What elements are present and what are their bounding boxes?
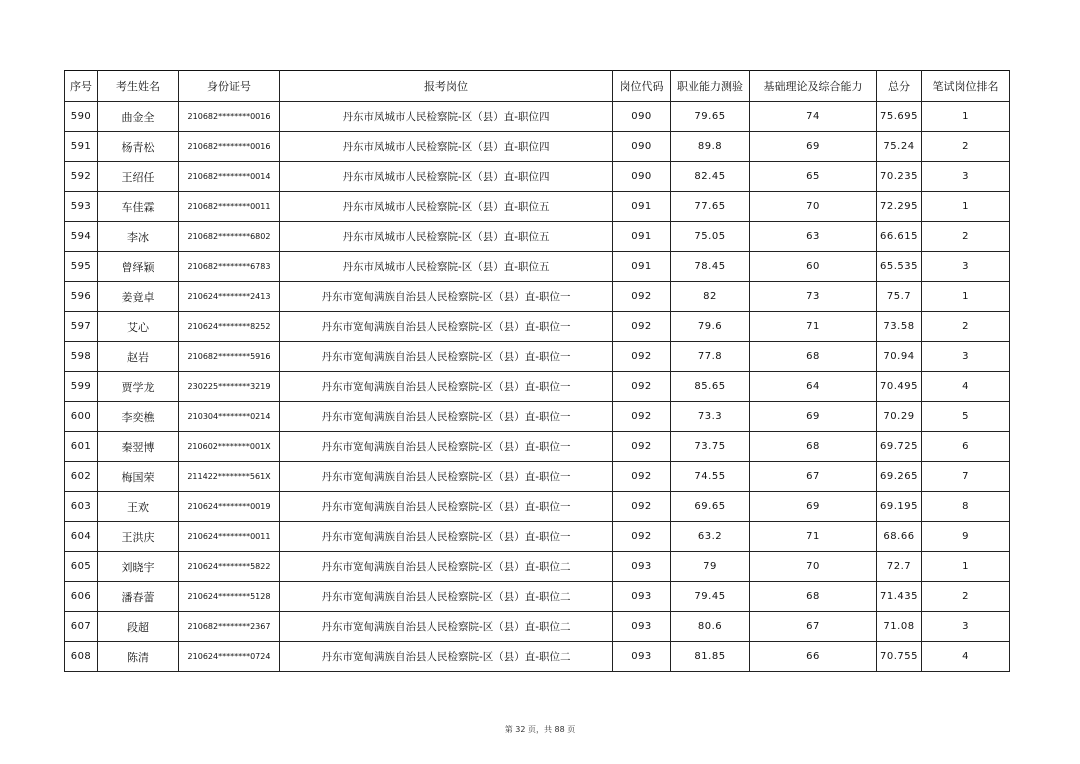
cell-theory: 65 <box>750 162 877 192</box>
cell-name: 陈清 <box>98 642 179 672</box>
cell-name: 潘春蕾 <box>98 582 179 612</box>
cell-aptitude: 74.55 <box>671 462 750 492</box>
cell-name: 曾绎颖 <box>98 252 179 282</box>
cell-total: 69.195 <box>877 492 922 522</box>
cell-name: 艾心 <box>98 312 179 342</box>
cell-seq: 591 <box>65 132 98 162</box>
cell-code: 092 <box>613 342 671 372</box>
cell-id: 230225********3219 <box>179 372 280 402</box>
cell-aptitude: 79 <box>671 552 750 582</box>
cell-post: 丹东市宽甸满族自治县人民检察院-区（县）直-职位一 <box>280 342 613 372</box>
cell-post: 丹东市凤城市人民检察院-区（县）直-职位五 <box>280 252 613 282</box>
cell-total: 70.29 <box>877 402 922 432</box>
cell-rank: 1 <box>922 282 1010 312</box>
cell-aptitude: 79.45 <box>671 582 750 612</box>
cell-seq: 595 <box>65 252 98 282</box>
cell-name: 车佳霖 <box>98 192 179 222</box>
cell-code: 092 <box>613 522 671 552</box>
table-row <box>65 342 1010 372</box>
cell-rank: 1 <box>922 102 1010 132</box>
cell-seq: 594 <box>65 222 98 252</box>
cell-seq: 608 <box>65 642 98 672</box>
cell-theory: 69 <box>750 132 877 162</box>
cell-seq: 601 <box>65 432 98 462</box>
cell-aptitude: 73.75 <box>671 432 750 462</box>
cell-total: 68.66 <box>877 522 922 552</box>
cell-post: 丹东市宽甸满族自治县人民检察院-区（县）直-职位一 <box>280 282 613 312</box>
cell-total: 69.725 <box>877 432 922 462</box>
cell-id: 210682********0014 <box>179 162 280 192</box>
cell-total: 69.265 <box>877 462 922 492</box>
cell-name: 王欢 <box>98 492 179 522</box>
cell-aptitude: 82.45 <box>671 162 750 192</box>
cell-post: 丹东市宽甸满族自治县人民检察院-区（县）直-职位一 <box>280 462 613 492</box>
cell-id: 210682********0016 <box>179 102 280 132</box>
cell-id: 210682********6783 <box>179 252 280 282</box>
cell-post: 丹东市凤城市人民检察院-区（县）直-职位五 <box>280 222 613 252</box>
cell-id: 210682********5916 <box>179 342 280 372</box>
cell-theory: 70 <box>750 552 877 582</box>
header-name: 考生姓名 <box>98 71 179 102</box>
cell-code: 091 <box>613 252 671 282</box>
cell-code: 090 <box>613 162 671 192</box>
cell-post: 丹东市宽甸满族自治县人民检察院-区（县）直-职位二 <box>280 552 613 582</box>
table-row <box>65 432 1010 462</box>
cell-post: 丹东市宽甸满族自治县人民检察院-区（县）直-职位二 <box>280 612 613 642</box>
cell-post: 丹东市凤城市人民检察院-区（县）直-职位五 <box>280 192 613 222</box>
cell-rank: 4 <box>922 372 1010 402</box>
table-row <box>65 312 1010 342</box>
cell-name: 赵岩 <box>98 342 179 372</box>
cell-rank: 2 <box>922 582 1010 612</box>
cell-aptitude: 79.6 <box>671 312 750 342</box>
table-row <box>65 462 1010 492</box>
cell-total: 65.535 <box>877 252 922 282</box>
cell-rank: 5 <box>922 402 1010 432</box>
header-total: 总分 <box>877 71 922 102</box>
cell-code: 091 <box>613 192 671 222</box>
table-row <box>65 162 1010 192</box>
table-row <box>65 192 1010 222</box>
cell-id: 210682********6802 <box>179 222 280 252</box>
cell-seq: 593 <box>65 192 98 222</box>
cell-rank: 8 <box>922 492 1010 522</box>
cell-id: 210624********0019 <box>179 492 280 522</box>
header-theory: 基础理论及综合能力 <box>750 71 877 102</box>
cell-name: 段超 <box>98 612 179 642</box>
page-number: 第 32 页，共 88 页 <box>504 725 576 734</box>
header-rank: 笔试岗位排名 <box>922 71 1010 102</box>
cell-id: 210682********0011 <box>179 192 280 222</box>
cell-id: 210682********0016 <box>179 132 280 162</box>
cell-theory: 69 <box>750 492 877 522</box>
cell-theory: 69 <box>750 402 877 432</box>
cell-rank: 2 <box>922 312 1010 342</box>
cell-theory: 64 <box>750 372 877 402</box>
cell-aptitude: 77.8 <box>671 342 750 372</box>
cell-aptitude: 75.05 <box>671 222 750 252</box>
table-row <box>65 102 1010 132</box>
table-header-row <box>65 71 1010 102</box>
table-row <box>65 642 1010 672</box>
header-id: 身份证号 <box>179 71 280 102</box>
cell-total: 70.495 <box>877 372 922 402</box>
cell-total: 75.7 <box>877 282 922 312</box>
cell-code: 092 <box>613 402 671 432</box>
cell-name: 李冰 <box>98 222 179 252</box>
cell-post: 丹东市宽甸满族自治县人民检察院-区（县）直-职位一 <box>280 372 613 402</box>
cell-aptitude: 82 <box>671 282 750 312</box>
cell-name: 曲金全 <box>98 102 179 132</box>
cell-rank: 3 <box>922 612 1010 642</box>
cell-name: 王洪庆 <box>98 522 179 552</box>
cell-theory: 71 <box>750 312 877 342</box>
cell-id: 210304********0214 <box>179 402 280 432</box>
cell-theory: 70 <box>750 192 877 222</box>
cell-total: 70.755 <box>877 642 922 672</box>
cell-seq: 590 <box>65 102 98 132</box>
cell-seq: 607 <box>65 612 98 642</box>
cell-code: 092 <box>613 282 671 312</box>
cell-seq: 604 <box>65 522 98 552</box>
cell-theory: 67 <box>750 462 877 492</box>
cell-code: 090 <box>613 132 671 162</box>
cell-aptitude: 63.2 <box>671 522 750 552</box>
cell-code: 091 <box>613 222 671 252</box>
cell-seq: 598 <box>65 342 98 372</box>
cell-seq: 596 <box>65 282 98 312</box>
cell-seq: 605 <box>65 552 98 582</box>
cell-aptitude: 89.8 <box>671 132 750 162</box>
cell-post: 丹东市宽甸满族自治县人民检察院-区（县）直-职位一 <box>280 312 613 342</box>
cell-code: 093 <box>613 582 671 612</box>
cell-total: 66.615 <box>877 222 922 252</box>
cell-seq: 592 <box>65 162 98 192</box>
cell-name: 刘晓宇 <box>98 552 179 582</box>
cell-total: 73.58 <box>877 312 922 342</box>
cell-rank: 3 <box>922 162 1010 192</box>
cell-id: 210682********2367 <box>179 612 280 642</box>
score-table <box>64 70 1010 672</box>
cell-rank: 4 <box>922 642 1010 672</box>
cell-theory: 63 <box>750 222 877 252</box>
cell-rank: 9 <box>922 522 1010 552</box>
cell-total: 71.435 <box>877 582 922 612</box>
cell-total: 72.7 <box>877 552 922 582</box>
header-post: 报考岗位 <box>280 71 613 102</box>
cell-code: 092 <box>613 312 671 342</box>
table-row <box>65 612 1010 642</box>
cell-theory: 73 <box>750 282 877 312</box>
cell-name: 李奕樵 <box>98 402 179 432</box>
cell-rank: 7 <box>922 462 1010 492</box>
cell-code: 093 <box>613 552 671 582</box>
cell-total: 71.08 <box>877 612 922 642</box>
cell-rank: 3 <box>922 342 1010 372</box>
cell-name: 姜竟卓 <box>98 282 179 312</box>
cell-code: 092 <box>613 492 671 522</box>
header-aptitude: 职业能力测验 <box>671 71 750 102</box>
cell-theory: 68 <box>750 582 877 612</box>
cell-rank: 2 <box>922 222 1010 252</box>
table-row <box>65 492 1010 522</box>
cell-post: 丹东市凤城市人民检察院-区（县）直-职位四 <box>280 132 613 162</box>
cell-rank: 1 <box>922 552 1010 582</box>
cell-seq: 602 <box>65 462 98 492</box>
table-row <box>65 282 1010 312</box>
table-row <box>65 372 1010 402</box>
cell-post: 丹东市宽甸满族自治县人民检察院-区（县）直-职位一 <box>280 402 613 432</box>
cell-code: 092 <box>613 432 671 462</box>
cell-total: 70.94 <box>877 342 922 372</box>
table-row <box>65 132 1010 162</box>
cell-id: 210624********0724 <box>179 642 280 672</box>
table-row <box>65 222 1010 252</box>
cell-code: 092 <box>613 462 671 492</box>
cell-aptitude: 77.65 <box>671 192 750 222</box>
header-code: 岗位代码 <box>613 71 671 102</box>
cell-seq: 606 <box>65 582 98 612</box>
cell-code: 090 <box>613 102 671 132</box>
cell-post: 丹东市凤城市人民检察院-区（县）直-职位四 <box>280 102 613 132</box>
cell-post: 丹东市凤城市人民检察院-区（县）直-职位四 <box>280 162 613 192</box>
cell-post: 丹东市宽甸满族自治县人民检察院-区（县）直-职位一 <box>280 492 613 522</box>
cell-aptitude: 79.65 <box>671 102 750 132</box>
cell-aptitude: 73.3 <box>671 402 750 432</box>
cell-name: 秦翌博 <box>98 432 179 462</box>
cell-theory: 68 <box>750 432 877 462</box>
cell-seq: 603 <box>65 492 98 522</box>
cell-name: 王绍任 <box>98 162 179 192</box>
cell-aptitude: 69.65 <box>671 492 750 522</box>
cell-theory: 68 <box>750 342 877 372</box>
cell-aptitude: 78.45 <box>671 252 750 282</box>
cell-seq: 600 <box>65 402 98 432</box>
cell-theory: 71 <box>750 522 877 552</box>
cell-name: 杨青松 <box>98 132 179 162</box>
cell-aptitude: 80.6 <box>671 612 750 642</box>
cell-rank: 6 <box>922 432 1010 462</box>
cell-id: 210602********001X <box>179 432 280 462</box>
cell-id: 210624********5822 <box>179 552 280 582</box>
table-row <box>65 252 1010 282</box>
cell-id: 210624********0011 <box>179 522 280 552</box>
cell-rank: 2 <box>922 132 1010 162</box>
cell-seq: 599 <box>65 372 98 402</box>
cell-rank: 1 <box>922 192 1010 222</box>
cell-id: 210624********8252 <box>179 312 280 342</box>
cell-code: 093 <box>613 612 671 642</box>
cell-code: 093 <box>613 642 671 672</box>
cell-total: 72.295 <box>877 192 922 222</box>
table-row <box>65 522 1010 552</box>
cell-name: 梅国荣 <box>98 462 179 492</box>
cell-aptitude: 85.65 <box>671 372 750 402</box>
cell-code: 092 <box>613 372 671 402</box>
table-row <box>65 582 1010 612</box>
cell-aptitude: 81.85 <box>671 642 750 672</box>
cell-post: 丹东市宽甸满族自治县人民检察院-区（县）直-职位一 <box>280 522 613 552</box>
cell-post: 丹东市宽甸满族自治县人民检察院-区（县）直-职位二 <box>280 642 613 672</box>
cell-rank: 3 <box>922 252 1010 282</box>
cell-name: 贾学龙 <box>98 372 179 402</box>
cell-theory: 60 <box>750 252 877 282</box>
table-row <box>65 552 1010 582</box>
cell-total: 70.235 <box>877 162 922 192</box>
cell-post: 丹东市宽甸满族自治县人民检察院-区（县）直-职位二 <box>280 582 613 612</box>
cell-theory: 74 <box>750 102 877 132</box>
cell-id: 210624********2413 <box>179 282 280 312</box>
cell-id: 210624********5128 <box>179 582 280 612</box>
cell-total: 75.24 <box>877 132 922 162</box>
header-seq: 序号 <box>65 71 98 102</box>
table-row <box>65 402 1010 432</box>
table-body <box>65 102 1010 672</box>
cell-theory: 67 <box>750 612 877 642</box>
cell-id: 211422********561X <box>179 462 280 492</box>
cell-theory: 66 <box>750 642 877 672</box>
cell-total: 75.695 <box>877 102 922 132</box>
cell-post: 丹东市宽甸满族自治县人民检察院-区（县）直-职位一 <box>280 432 613 462</box>
cell-seq: 597 <box>65 312 98 342</box>
